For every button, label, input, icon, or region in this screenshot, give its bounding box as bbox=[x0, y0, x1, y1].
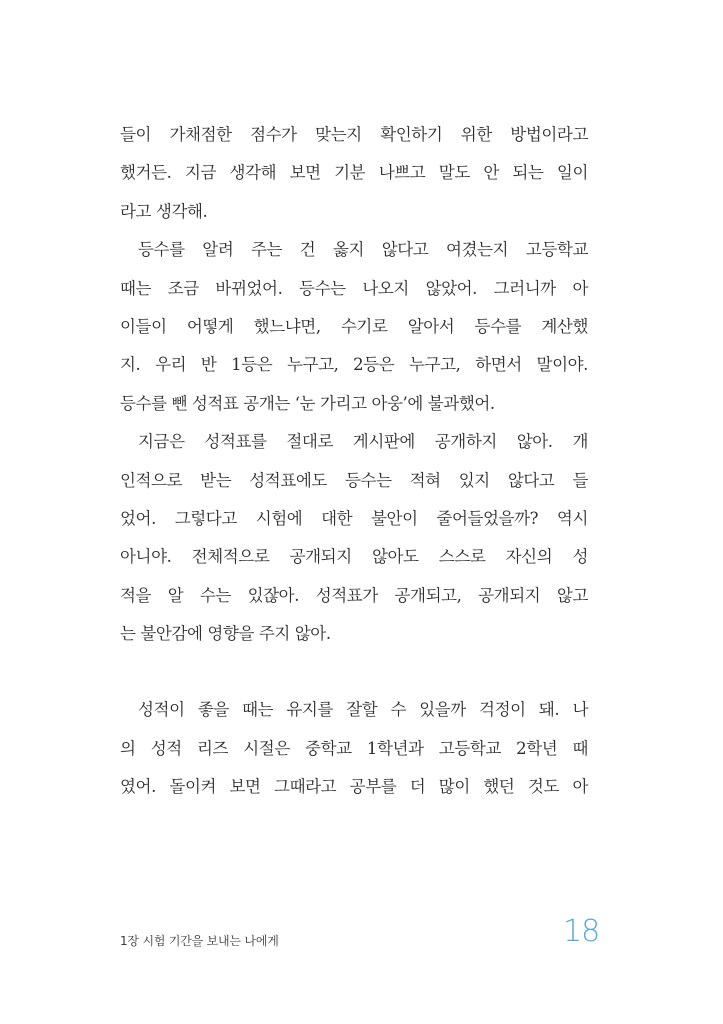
text-line: 이들이 어떻게 했느냐면, 수기로 알아서 등수를 계산했 bbox=[120, 316, 588, 336]
text-line: 였어. 돌이켜 보면 그때라고 공부를 더 많이 했던 것도 아 bbox=[120, 777, 588, 797]
text-line: 아니야. 전체적으로 공개되지 않아도 스스로 자신의 성 bbox=[120, 547, 588, 567]
text-line: 등수를 뺀 성적표 공개는 ‘눈 가리고 아웅’에 불과했어. bbox=[120, 393, 495, 413]
text-line: 라고 생각해. bbox=[120, 201, 208, 221]
text-line: 때는 조금 바뀌었어. 등수는 나오지 않았어. 그러니까 아 bbox=[120, 278, 588, 298]
body-text bbox=[120, 116, 588, 807]
text-line: 의 성적 리즈 시절은 중학교 1학년과 고등학교 2학년 때 bbox=[120, 738, 588, 758]
text-line: 등수를 알려 주는 건 옳지 않다고 여겼는지 고등학교 bbox=[138, 240, 588, 260]
text-line: 성적이 좋을 때는 유지를 잘할 수 있을까 걱정이 돼. 나 bbox=[138, 700, 588, 720]
running-footer-chapter-title: 1장 시험 기간을 보내는 나에게 bbox=[120, 934, 279, 948]
paragraph bbox=[120, 231, 588, 423]
paragraph bbox=[120, 116, 588, 231]
text-line: 는 불안감에 영향을 주지 않아. bbox=[120, 624, 331, 644]
text-line: 인적으로 받는 성적표에도 등수는 적혀 있지 않다고 들 bbox=[120, 470, 588, 490]
paragraph bbox=[120, 423, 588, 653]
text-line: 지금은 성적표를 절대로 게시판에 공개하지 않아. 개 bbox=[138, 432, 588, 452]
section-break bbox=[120, 653, 588, 691]
text-line: 했거든. 지금 생각해 보면 기분 나쁘고 말도 안 되는 일이 bbox=[120, 163, 588, 183]
page-number: 18 bbox=[563, 914, 600, 949]
text-line: 지. 우리 반 1등은 누구고, 2등은 누구고, 하면서 말이야. bbox=[120, 355, 588, 375]
text-line: 적을 알 수는 있잖아. 성적표가 공개되고, 공개되지 않고 bbox=[120, 585, 588, 605]
text-line: 들이 가채점한 점수가 맞는지 확인하기 위한 방법이라고 bbox=[120, 125, 588, 144]
text-line: 었어. 그렇다고 시험에 대한 불안이 줄어들었을까? 역시 bbox=[120, 508, 588, 528]
paragraph bbox=[120, 691, 588, 806]
